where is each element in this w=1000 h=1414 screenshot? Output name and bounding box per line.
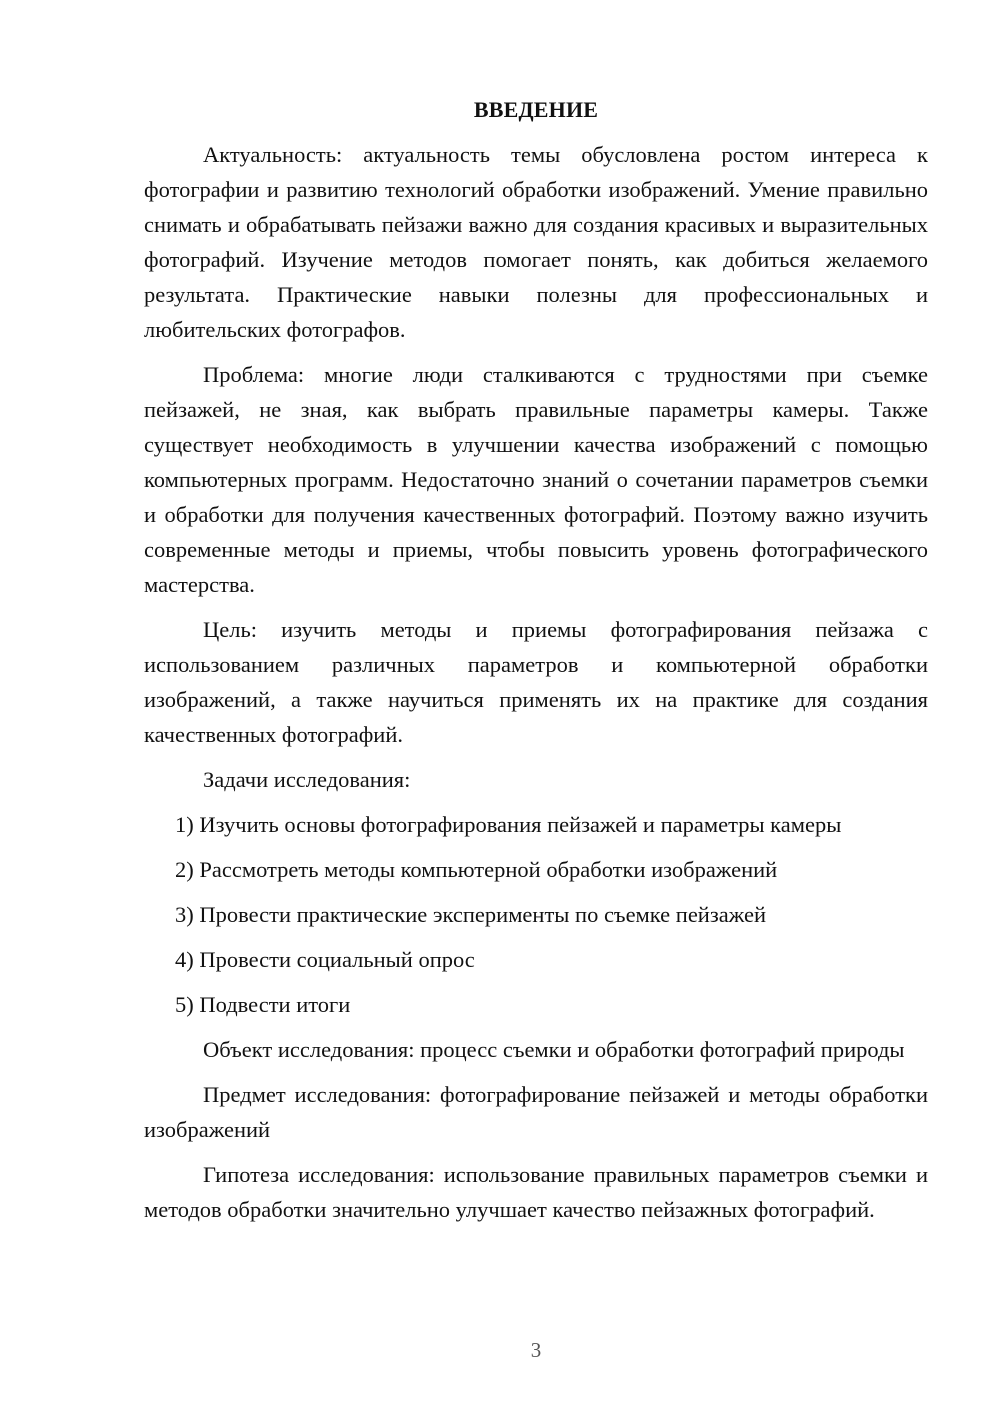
list-item: 4) Провести социальный опрос bbox=[175, 947, 475, 972]
list-item: 3) Провести практические эксперименты по съемке пейзажей bbox=[175, 902, 766, 927]
paragraph-goal: Цель: изучить методы и приемы фотографирования пейзажа с использованием различных параметров и компьютерной обработки изображений, а также научиться применять их на практике для создания качественных фотографий. bbox=[144, 617, 928, 747]
list-item: 5) Подвести итоги bbox=[175, 992, 351, 1017]
paragraph-relevance: Актуальность: актуальность темы обусловлена ростом интереса к фотографии и развитию технологий обработки изображений. Умение правильно снимать и обрабатывать пейзажи важно для создания красивых и выразительных фотографий. Изучение методов помогает понять, как добиться желаемого результата. Практические навыки полезны для профессиональных и любительских фотографов. bbox=[144, 142, 928, 342]
paragraph-problem: Проблема: многие люди сталкиваются с трудностями при съемке пейзажей, не зная, как выбрать правильные параметры камеры. Также существует необходимость в улучшении качества изображений с помощью компьютерных программ. Недостаточно знаний о сочетании параметров съемки и обработки для получения качественных фотографий. Поэтому важно изучить современные методы и приемы, чтобы повысить уровень фотографического мастерства. bbox=[144, 362, 928, 597]
paragraph-subject: Предмет исследования: фотографирование пейзажей и методы обработки изображений bbox=[144, 1082, 928, 1142]
page-content bbox=[144, 92, 928, 1237]
tasks-list bbox=[144, 807, 928, 1022]
page-number: 3 bbox=[530, 1338, 542, 1362]
paragraph-object: Объект исследования: процесс съемки и обработки фотографий природы bbox=[203, 1037, 905, 1062]
tasks-label: Задачи исследования: bbox=[203, 767, 411, 792]
page-title: ВВЕДЕНИЕ bbox=[473, 97, 599, 122]
list-item: 1) Изучить основы фотографирования пейзажей и параметры камеры bbox=[175, 812, 842, 837]
list-item: 2) Рассмотреть методы компьютерной обработки изображений bbox=[175, 857, 778, 882]
paragraph-hypothesis: Гипотеза исследования: использование правильных параметров съемки и методов обработки значительно улучшает качество пейзажных фотографий. bbox=[144, 1162, 928, 1222]
